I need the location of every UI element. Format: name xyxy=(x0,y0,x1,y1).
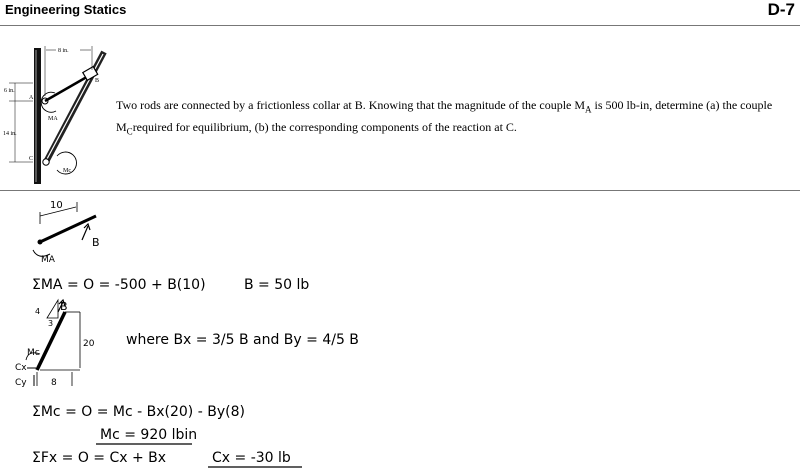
fbd2-cy: Cy xyxy=(15,378,27,388)
result-cx: Cx = -30 lb xyxy=(212,450,291,466)
fbd-rod-bc xyxy=(15,300,95,388)
problem-figure xyxy=(0,38,115,188)
equation-sum-ma: ΣMA = O = -500 + B(10) xyxy=(32,277,206,293)
fbd2-cx: Cx xyxy=(15,363,27,373)
label-a: A xyxy=(29,95,34,101)
fbd2-20: 20 xyxy=(83,339,95,349)
label-b: B xyxy=(95,78,100,84)
fbd2-b: B xyxy=(60,300,68,313)
dim-14in: 14 in. xyxy=(3,131,17,137)
dim-6in: 6 in. xyxy=(4,88,15,94)
pin-c xyxy=(43,159,49,165)
header-rule xyxy=(0,25,800,26)
problem-code: D-7 xyxy=(767,0,795,19)
fbd2-8: 8 xyxy=(51,378,57,388)
result-mc: Mc = 920 lbin xyxy=(100,427,198,443)
wall xyxy=(34,48,41,184)
fbd2-3: 3 xyxy=(48,319,54,328)
label-mc: Mc xyxy=(63,168,71,174)
fbd-rod-ab xyxy=(33,200,100,265)
problem-statement: Two rods are connected by a frictionless collar at B. Knowing that the magnitude of the couple $M_A$ is 500 lb-in, determine (a) the couple $M_Crequired$ for equilibrium, (b) the corresponding components of the reaction at C. xyxy=(116,98,773,137)
page-header xyxy=(0,0,800,24)
fbd2-mc: Mc xyxy=(27,348,40,358)
fbd1-ma: MA xyxy=(41,255,55,265)
component-relations: where Bx = 3/5 B and By = 4/5 B xyxy=(126,332,359,348)
section-rule xyxy=(0,190,800,191)
fbd1-b: B xyxy=(92,236,100,249)
label-ma: MA xyxy=(48,116,58,122)
result-b: B = 50 lb xyxy=(244,277,310,293)
label-c: C xyxy=(29,156,34,162)
dim-8in: 8 in. xyxy=(58,48,69,54)
solution-area xyxy=(0,194,800,473)
equation-sum-mc: ΣMc = O = Mc - Bx(20) - By(8) xyxy=(32,404,245,420)
fbd2-4: 4 xyxy=(35,307,41,316)
equation-sum-fx: ΣFx = O = Cx + Bx xyxy=(32,450,167,466)
course-title: Engineering Statics xyxy=(5,2,127,17)
fbd1-dim: 10 xyxy=(50,200,63,211)
